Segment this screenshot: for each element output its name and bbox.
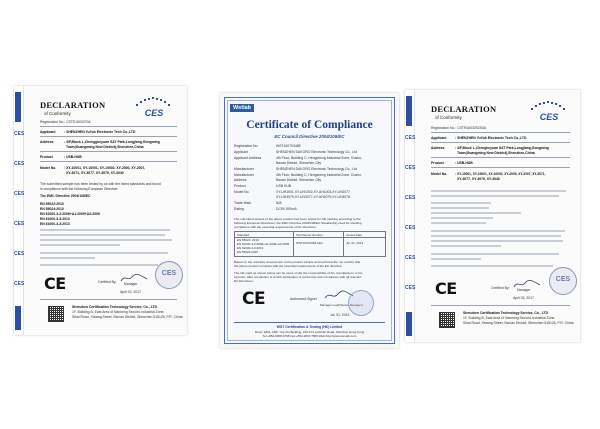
address-line-2: Town(Guangming New District),Shenzhen,China xyxy=(66,145,144,149)
official-stamp: CES xyxy=(549,267,577,295)
standard: EN 55024:2010 xyxy=(40,207,64,211)
certified-by-label: Certified By: xyxy=(98,280,117,284)
doc-title: DECLARATION xyxy=(431,104,497,114)
applicant-value: : SHENZHEN YuYuk Electronic Tech Co.,LTD xyxy=(64,130,136,134)
svg-text:CES: CES xyxy=(539,112,559,122)
footer-address-2: Sihai Road, Xixiang Street, Bao'an District, Shenzhen 518126, P.R. China xyxy=(463,321,574,325)
table-header: Test Report Number xyxy=(296,233,323,237)
footer-contact: Tel:+852-6958 4768 Fax:+852-2833 7869 Web:http://www.wst-lab.com xyxy=(262,334,357,338)
ce-mark: CE xyxy=(242,289,266,309)
table-header: Standard xyxy=(237,233,250,237)
paragraph: EC Directives. xyxy=(234,279,254,283)
table-cell: EN 55022: 2010 xyxy=(237,238,259,242)
body-text-1: The submitted sample has been tested by us with the listed standards and found xyxy=(40,182,161,186)
table-cell: EN 61000-3-3:2013 xyxy=(237,246,264,250)
standards-table xyxy=(234,231,386,257)
declaration-document-2: CES CES CES CES CES CES DECLARATION of Conformity CES Registration No.: CSTR1603252S0A Applicant : SHENZHEN YuYuk Electronic Tech Co.,LTD Address : 4/F,Block L,Chengkeyuan SAT Park,Longjiang,Gongming Town(Guangming New District),Shenzhen,China Product : USB-HUB Model No. : XY-10001, XY-10001, XY-10002, XY-2000, XY-2007, XY-3071, XY-3077, XY-3079, XY-3040 CE Certified By: Manager April 02, 2017 CES Shenzhen Certification Technology Service, Co., LTD 1F, Building B, East Area of Nanming Second Industrial Zone, Sihai Road, Xixiang Street, Bao'an District, Shenzhen 518126, P.R. China xyxy=(405,90,580,342)
standard: EN 55022:2010 xyxy=(40,202,64,206)
registration-number: Registration No.: CSTE1603270A xyxy=(40,120,91,124)
official-stamp: CES xyxy=(155,261,183,289)
paragraph: compliance with the essential requirements of the directives: xyxy=(234,225,317,229)
certificate-title: Certificate of Compliance xyxy=(246,119,373,131)
declaration-document-1: CES CES CES CES CES CES DECLARATION of Conformity CES Registration No.: CSTE1603270A Applicant : SHENZHEN YuYuk Electronic Tech Co.,LTD Address : 4/F,Block L,Chenggkeyuan SAT Park,Longjiang,Gongming Town(Guangming New District),Shenzhen,China Product : USB-HUB Model No. : XY-10001, XY-10001, XY-10002, XY-2000, XY-2007, XY-3071, XY-3077, XY-3079, XY-3040 The submitted sample has been tested by us with the listed standards and found in compliance with the following European Directive: The EMC Directive 2004/108/EC EN 55022:2010 EN 55024:2010 EN 61000-3-2:2006+A1:2009+A2:2009 EN 61000-3-3:2013 EN 61000-3-3:2013 CE Certified By: Manager April 02, 2017 CES Shenzhen Certification Technology Service, Co., LTD 1F, Building B, East Area of Nanming Second Industrial Zone, Sihai Road, Xixiang Street, Bao'an District, Shenzhen 518126, P.R. China xyxy=(14,86,187,335)
standard: EN 61000-3-2:2006+A1:2009+A2:2009 xyxy=(40,212,100,216)
qr-code xyxy=(48,306,64,322)
table-cell: EN 55024:2010 xyxy=(237,250,258,254)
footer-address-1: 1F, Building B, East Area of Nanming Second Industrial Zone, xyxy=(463,316,556,320)
signer-name: Manager Legh(Senior Manager) xyxy=(320,303,363,307)
table-cell: EN 61000-3-2:2006+A1:2009+A2:2009 xyxy=(237,242,290,246)
standard: EN 61000-3-3:2013 xyxy=(40,222,70,226)
model-line-2: XY-3077, XY-3079, XY-3040 xyxy=(457,177,500,181)
registration-number: Registration No.: CSTR1603252S0A xyxy=(431,126,487,130)
table-cell: WST16070348-1EA xyxy=(296,241,323,245)
footer-address-2: Sihai Road, Xixiang Street, Bao'an District, Shenzhen 518126, P.R. China xyxy=(72,315,183,319)
footer-address-1: 1F, Building B, East Area of Nanming Second Industrial Zone, xyxy=(72,310,165,314)
address-line-2: Town(Guangming New District),Shenzhen,China xyxy=(457,151,535,155)
product-value: : USB-HUB xyxy=(64,155,82,159)
paragraph: importer, after completion of an EC declaration of conformity and compliance with all relevant xyxy=(234,275,362,279)
ces-logo xyxy=(527,99,571,123)
qr-code xyxy=(439,312,455,328)
model-line-1: : XY-10001, XY-10001, XY-10002, XY-2000, XY-2007, xyxy=(64,166,146,170)
doc-subtitle: of Conformity xyxy=(44,111,71,116)
footer-company: Shenzhen Certification Technology Service, Co., LTD xyxy=(463,311,549,315)
applicant-value: : SHENZHEN YuYuk Electronic Tech Co.,LTD xyxy=(455,136,527,140)
paragraph: the above product complies with the essential requirements of the EC directive. xyxy=(234,264,343,268)
paragraph: following European Directives: the EMC Directive 2004/108/EC Standard(s) used for showing xyxy=(234,221,362,225)
sidebar-strip: CES CES CES CES CES CES xyxy=(14,86,24,335)
directive: The EMC Directive 2004/108/EC xyxy=(40,194,91,198)
issue-date: Jul. 01, 2013 xyxy=(330,313,350,317)
certificate-of-compliance: Wstlab Certificate of Compliance EC Council Directive 2004/108/EC Registration No. WST16070348E Applicant SHENZHEN DAKORO Electronic Technology Co., Ltd Applicant Address 4th Floor, Building C, Hengsheng Industrial Zone, Gushu, Baoan District, Shenzhen City Manufacturer SHENZHEN DAKORO Electronic Technology Co., Ltd Manufacturer 4th Floor, Building C, Hengsheng Industrial Zone, Gushu, Address Baoan District, Shenzhen City Product USB HUB Model No. XY-UH1001,XY-UH1002,XY-UH1003,XY-UH2077, XY-UH3079,XY-UH3077,XY-UH3079,XY-UH3076 Trade Mark N/A Rating DC5V 500mA The submitted sample of the above product has been tested for CE marking according to the following European Directives: the EMC Directive 2004/108/EC Standard(s) used for showing compliance with the essential requirements of the directives: Standard Test Report Number Issued Date EN 55022: 2010 WST16070348-1EA Jul. 01, 2013 EN 61000-3-2:2006+A1:2009+A2:2009 EN 61000-3-3:2013 EN 55024:2010 Based on the voluntary assessment of the product sample and technical file, we confirm that the above product complies with the essential requirements of the EC directive. The CE mark as shown below can be used, under the responsibility of the manufacturer or his importer, after completion of an EC declaration of conformity and compliance with all relevant EC Directives. CE Authorized Signer Manager Legh(Senior Manager) Jul. 01, 2013 WST Certification & Testing (HK) Limited Room 1804, 18/F, Yue Xiu Building, 160-174 Lockhart Road, Wanchai, Hong Kong Tel:+852-6958 4768 Fax:+852-2833 7869 Web:http://www.wst-lab.com xyxy=(220,93,399,348)
table-cell: Jul. 01, 2013 xyxy=(346,241,364,245)
doc-title: DECLARATION xyxy=(40,100,106,110)
paragraph: The CE mark as shown below can be used, under the responsibility of the manufacturer or his xyxy=(234,271,363,275)
model-line-1: : XY-10001, XY-10001, XY-10002, XY-2000, XY-2007, XY-3071, xyxy=(455,172,546,176)
ce-mark: CE xyxy=(44,274,66,293)
doc-subtitle: of Conformity xyxy=(435,115,462,120)
ces-logo xyxy=(132,95,176,119)
certificate-subtitle: EC Council Directive 2004/108/EC xyxy=(274,134,345,139)
footer-address: Room 1804, 18/F, Yue Xiu Building, 160-174 Lockhart Road, Wanchai, Hong Kong xyxy=(254,330,365,334)
issue-date: April 02, 2017 xyxy=(120,290,141,294)
sidebar-strip: CES CES CES CES CES CES xyxy=(405,90,415,342)
wstlab-logo: Wstlab xyxy=(230,104,254,112)
table-header: Issued Date xyxy=(346,233,363,237)
issue-date: April 02, 2017 xyxy=(513,296,534,300)
authorized-signer-label: Authorized Signer xyxy=(290,297,317,301)
official-stamp xyxy=(348,290,374,316)
svg-text:CES: CES xyxy=(144,108,164,118)
footer-company: Shenzhen Certification Technology Service, Co., LTD xyxy=(72,305,158,309)
model-line-2: XY-3071, XY-3077, XY-3079, XY-3040 xyxy=(66,171,124,175)
body-text-2: in compliance with the following European Directive: xyxy=(40,187,119,191)
manager-title: Manager xyxy=(517,288,531,292)
manager-title: Manager xyxy=(124,282,138,286)
paragraph: Based on the voluntary assessment of the product sample and technical file, we confirm that xyxy=(234,260,361,264)
certified-by-label: Certified By: xyxy=(491,286,510,290)
product-value: : USB-HUB xyxy=(455,161,473,165)
paragraph: The submitted sample of the above product has been tested for CE marking according to the xyxy=(234,217,361,221)
footer-company: WST Certification & Testing (HK) Limited xyxy=(276,325,343,329)
address-line-1: : 4/F,Block L,Chenggkeyuan SAT Park,Longjiang,Gongming xyxy=(64,140,160,144)
ce-mark: CE xyxy=(435,279,457,298)
address-line-1: : 4/F,Block L,Chengkeyuan SAT Park,Longjiang,Gongming xyxy=(455,146,549,150)
standard: EN 61000-3-3:2013 xyxy=(40,217,70,221)
